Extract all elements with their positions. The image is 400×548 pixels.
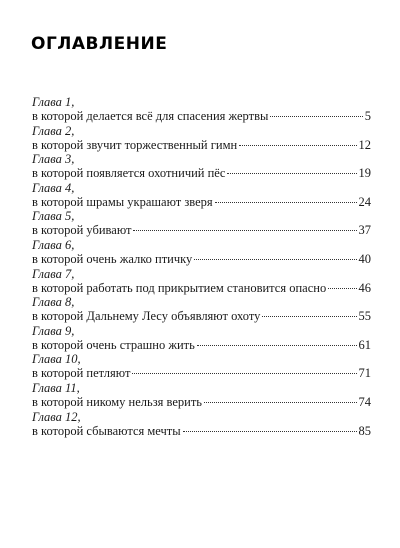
chapter-description: в которой появляется охотничий пёс <box>32 166 226 181</box>
leader-dots <box>132 373 356 374</box>
toc-entry[interactable] <box>32 353 371 382</box>
chapter-label: Глава 6, <box>32 237 75 252</box>
leader-dots <box>328 288 356 289</box>
toc-entry[interactable] <box>32 182 371 211</box>
chapter-label: Глава 9, <box>32 323 75 338</box>
leader-dots <box>239 145 356 146</box>
chapter-line <box>32 195 371 210</box>
leader-dots <box>204 402 357 403</box>
page-title: ОГЛАВЛЕНИЕ <box>31 34 168 54</box>
toc-entry[interactable] <box>32 96 371 125</box>
leader-dots <box>262 316 356 317</box>
leader-dots <box>270 116 362 117</box>
page-number: 71 <box>358 366 371 381</box>
chapter-line <box>32 366 371 381</box>
toc-entry[interactable] <box>32 239 371 268</box>
toc-entry[interactable] <box>32 296 371 325</box>
page-number: 85 <box>358 423 371 438</box>
page-number: 61 <box>358 337 371 352</box>
chapter-label: Глава 4, <box>32 180 75 195</box>
toc-entry[interactable] <box>32 210 371 239</box>
chapter-description: в которой шрамы украшают зверя <box>32 194 213 209</box>
chapter-line <box>32 395 371 410</box>
toc-entry[interactable] <box>32 325 371 354</box>
chapter-label: Глава 10, <box>32 352 81 367</box>
chapter-label: Глава 3, <box>32 152 75 167</box>
page-number: 5 <box>364 109 371 123</box>
chapter-line <box>32 309 371 324</box>
chapter-description: в которой работать под прикрытием становится опасно <box>32 280 327 295</box>
page-number: 19 <box>358 166 371 181</box>
chapter-line <box>32 109 371 124</box>
chapter-description: в которой очень жалко птичку <box>32 251 193 266</box>
chapter-label: Глава 12, <box>32 409 81 424</box>
chapter-line <box>32 338 371 353</box>
leader-dots <box>133 230 356 231</box>
chapter-line <box>32 424 371 439</box>
toc-entry[interactable] <box>32 382 371 411</box>
chapter-description: в которой петляют <box>32 366 131 381</box>
page-number: 12 <box>358 137 371 152</box>
chapter-label: Глава 7, <box>32 266 75 281</box>
chapter-label: Глава 8, <box>32 295 75 310</box>
chapter-line <box>32 281 371 296</box>
chapter-line <box>32 166 371 181</box>
leader-dots <box>183 431 357 432</box>
chapter-line <box>32 138 371 153</box>
page-number: 40 <box>358 251 371 266</box>
page-number: 37 <box>358 223 371 238</box>
chapter-description: в которой Дальнему Лесу объявляют охоту <box>32 309 261 324</box>
table-of-contents <box>32 96 371 439</box>
chapter-label: Глава 11, <box>32 380 80 395</box>
page-number: 46 <box>358 280 371 295</box>
chapter-label: Глава 5, <box>32 209 75 224</box>
chapter-line <box>32 223 371 238</box>
page-number: 24 <box>358 194 371 209</box>
chapter-label: Глава 1, <box>32 95 75 109</box>
chapter-description: в которой очень страшно жить <box>32 337 195 352</box>
page-number: 55 <box>358 309 371 324</box>
toc-entry[interactable] <box>32 125 371 154</box>
chapter-label: Глава 2, <box>32 123 75 138</box>
toc-entry[interactable] <box>32 411 371 440</box>
chapter-line <box>32 252 371 267</box>
chapter-description: в которой сбываются мечты <box>32 423 181 438</box>
chapter-description: в которой никому нельзя верить <box>32 394 202 409</box>
leader-dots <box>215 202 357 203</box>
leader-dots <box>227 173 356 174</box>
leader-dots <box>194 259 356 260</box>
chapter-description: в которой убивают <box>32 223 132 238</box>
chapter-description: в которой звучит торжественный гимн <box>32 137 238 152</box>
chapter-description: в которой делается всё для спасения жертвы <box>32 109 269 123</box>
leader-dots <box>197 345 357 346</box>
page-number: 74 <box>358 394 371 409</box>
toc-entry[interactable] <box>32 268 371 297</box>
toc-entry[interactable] <box>32 153 371 182</box>
